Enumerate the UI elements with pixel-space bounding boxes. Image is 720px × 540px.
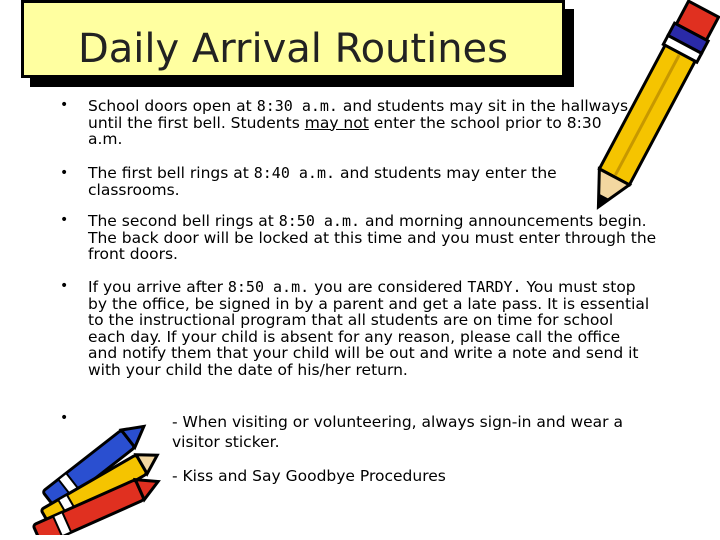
list-item-first-bell (88, 165, 618, 198)
item-text: you are considered (309, 278, 468, 296)
page-title: Daily Arrival Routines (77, 26, 509, 72)
sub-item-kiss-goodbye: - Kiss and Say Goodbye Procedures (172, 467, 446, 485)
emphasis-text: may not (304, 113, 369, 132)
bullet-marker: • (60, 165, 69, 181)
item-text: enter the school prior to 8:30 a.m. (88, 113, 602, 148)
item-text: School doors open at (88, 97, 257, 115)
bullet-marker: • (60, 278, 69, 294)
time-value: 8:40 a.m. (253, 164, 336, 182)
crayons-clipart-icon (18, 395, 168, 535)
item-text: You must stop by the office, be signed in by a parent and get a late pass. It is essential to the instructional program that all students are on time for school each day. If your child is absent for any reason, please call the office and notify them that your child will be out and write a note and send it with your child the date of his/her return. (88, 278, 650, 379)
time-value: 8:50 a.m. (278, 212, 361, 230)
item-text: The first bell rings at (88, 164, 254, 182)
bullet-marker: • (60, 212, 69, 228)
item-text: and students may sit in the hallways until the first bell. Students (88, 97, 629, 132)
item-text: The second bell rings at (88, 212, 279, 230)
list-item-doors-open (88, 98, 633, 148)
pencil-clipart-icon (570, 0, 720, 230)
bullet-marker: • (60, 410, 69, 426)
time-value: 8:30 a.m. (256, 97, 338, 115)
item-text: If you arrive after (88, 278, 228, 296)
tardy-label: TARDY. (467, 278, 522, 296)
bullet-marker: • (60, 97, 69, 113)
item-text: and morning announcements begin. The back door will be locked at this time and you must enter through the front doors. (88, 212, 657, 263)
sub-item-visitor: - When visiting or volunteering, always sign-in and wear a visitor sticker. (172, 413, 623, 451)
time-value: 8:50 a.m. (227, 278, 310, 296)
list-item-tardy (88, 279, 653, 378)
item-text: and students may enter the classrooms. (88, 164, 557, 199)
